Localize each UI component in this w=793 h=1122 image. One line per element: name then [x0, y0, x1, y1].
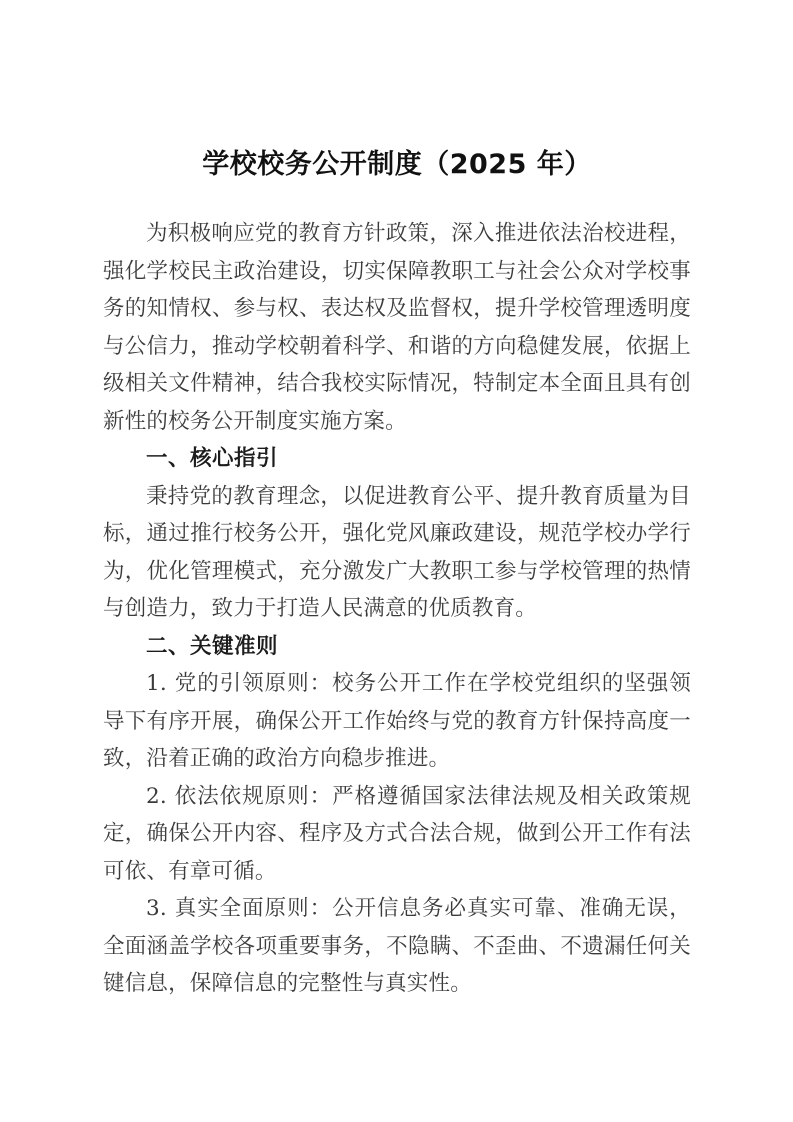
- list-item-principle-3: 3. 真实全面原则：公开信息务必真实可靠、准确无误，全面涵盖学校各项重要事务，不隐瞒、不歪曲、不遗漏任何关键信息，保障信息的完整性与真实性。: [103, 896, 691, 996]
- paragraph-intro: 为积极响应党的教育方针政策，深入推进依法治校进程，强化学校民主政治建设，切实保障教职工与社会公众对学校事务的知情权、参与权、表达权及监督权，提升学校管理透明度与公信力，推动学校朝着科学、和谐的方向稳健发展，依据上级相关文件精神，结合我校实际情况，特制定本全面且具有创新性的校务公开制度实施方案。: [103, 221, 691, 434]
- section-heading-key-principles: 二、关键准则: [146, 633, 279, 659]
- list-item-principle-2: 2. 依法依规原则：严格遵循国家法律法规及相关政策规定，确保公开内容、程序及方式合法合规，做到公开工作有法可依、有章可循。: [103, 783, 691, 884]
- section-heading-core-guidance: 一、核心指引: [146, 446, 279, 471]
- document-body: [103, 0, 691, 1003]
- page-title: 学校校务公开制度（2025 年）: [202, 149, 592, 180]
- list-item-principle-1: 1. 党的引领原则：校务公开工作在学校党组织的坚强领导下有序开展，确保公开工作始终与党的教育方针保持高度一致，沿着正确的政治方向稳步推进。: [103, 671, 691, 771]
- paragraph-core-guidance-body: 秉持党的教育理念，以促进教育公平、提升教育质量为目标，通过推行校务公开，强化党风廉政建设，规范学校办学行为，优化管理模式，充分激发广大教职工参与学校管理的热情与创造力，致力于打造人民满意的优质教育。: [103, 483, 691, 621]
